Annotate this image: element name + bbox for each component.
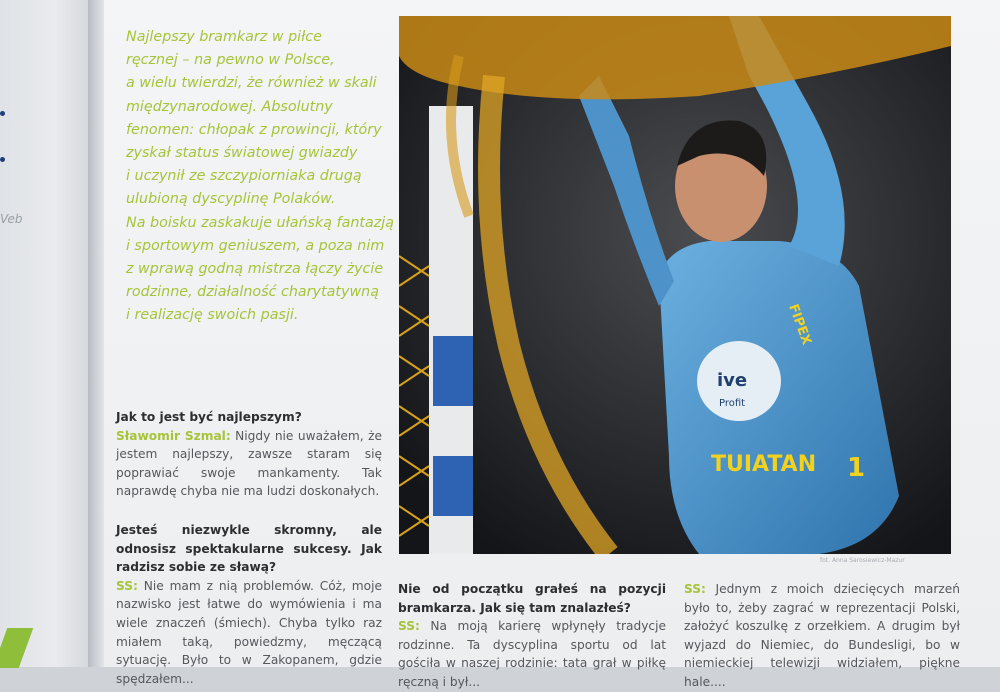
intro-line: i sportowym geniuszem, a poza nim: [126, 237, 385, 254]
intro-lead: [126, 26, 396, 328]
jersey-logo: ive: [717, 370, 748, 391]
answer-body: Na moją karierę wpłynęły tradycje rodzinne. Ta dyscyplina sportu od lat gościła w naszej rodzinie: tata grał w piłkę ręczną i był...: [398, 619, 666, 689]
intro-line: międzynarodowej. Absolutny: [126, 98, 333, 115]
interview-column-middle: [398, 580, 666, 692]
jersey-number: 1: [847, 453, 866, 483]
answer-text: [116, 427, 382, 501]
bullet-dot: [0, 157, 5, 162]
jersey-logo-sub: Profit: [719, 398, 746, 409]
photo-credit: fot. Anna Sarosiewicz-Mazur: [820, 557, 905, 564]
photo-illustration: [399, 16, 951, 554]
intro-line: Najlepszy bramkarz w piłce: [126, 29, 322, 45]
intro-line: rodzinne, działalność charytatywną: [126, 284, 379, 301]
intro-line: fenomen: chłopak z prowincji, który: [126, 121, 382, 138]
green-decoration: [0, 628, 33, 668]
interview-column-left: [116, 408, 382, 688]
question-heading: Jesteś niezwykle skromny, ale odnosisz spektakularne sukcesy. Jak radzisz sobie ze sławą?: [116, 522, 382, 575]
goal-post-stripe: [433, 456, 473, 516]
bullet-dot: [0, 111, 5, 116]
question-heading: Nie od początku grałeś na pozycji bramkarza. Jak się tam znalazłeś?: [398, 582, 666, 615]
speaker-label: SS:: [116, 578, 138, 593]
intro-line: i realizację swoich pasji.: [126, 307, 299, 324]
facing-page: [0, 0, 92, 667]
intro-line: z wprawą godną mistrza łączy życie: [126, 261, 384, 278]
goalkeeper-photo: [399, 16, 951, 554]
jersey-brand: TUIATAN: [711, 452, 817, 477]
intro-line: i uczynił ze szczypiorniaka drugą: [126, 168, 362, 185]
intro-line: ulubioną dyscyplinę Polaków.: [126, 191, 336, 208]
speaker-label: Sławomir Szmal:: [116, 428, 231, 443]
answer-body: Nigdy nie uważałem, że jestem najlepszy, zawsze staram się poprawiać swoje mankamenty. Tak naprawdę chyba nie ma ludzi doskonałych.: [116, 428, 382, 499]
answer-text: [116, 577, 382, 689]
goal-post-stripe: [433, 336, 473, 406]
interview-column-right: [684, 580, 960, 692]
answer-text: [684, 580, 960, 692]
answer-text: [398, 617, 666, 691]
answer-body: Nie mam z nią problemów. Cóż, moje nazwisko jest łatwe do wymówienia i ma wiele znaczeń (śmiech). Chyba tylko raz miałem taką, powiedzmy, męczącą sytuację. Było to w Zakopanem, gdzie spędzałem...: [116, 578, 382, 686]
speaker-label: SS:: [398, 619, 420, 634]
question-heading: Jak to jest być najlepszym?: [116, 410, 302, 424]
intro-line: ręcznej – na pewno w Polsce,: [126, 52, 335, 69]
speaker-label: SS:: [684, 582, 706, 596]
intro-line: zyskał status światowej gwiazdy: [126, 145, 358, 162]
partial-word: Veb: [0, 212, 23, 226]
jersey-sponsor: FIPEX: [785, 302, 814, 347]
intro-line: Na boisku zaskakuje ułańską fantazją: [126, 214, 395, 231]
answer-body: Jednym z moich dziecięcych marzeń było to, żeby zagrać w reprezentacji Polski, założyć koszulkę z orzełkiem. A drugim był wyjazd do Niemiec, do Bundesligi, bo w niemieckiej telewizji widziałem, piękne hale....: [684, 582, 960, 689]
intro-line: a wielu twierdzi, że również w skali: [126, 75, 377, 92]
